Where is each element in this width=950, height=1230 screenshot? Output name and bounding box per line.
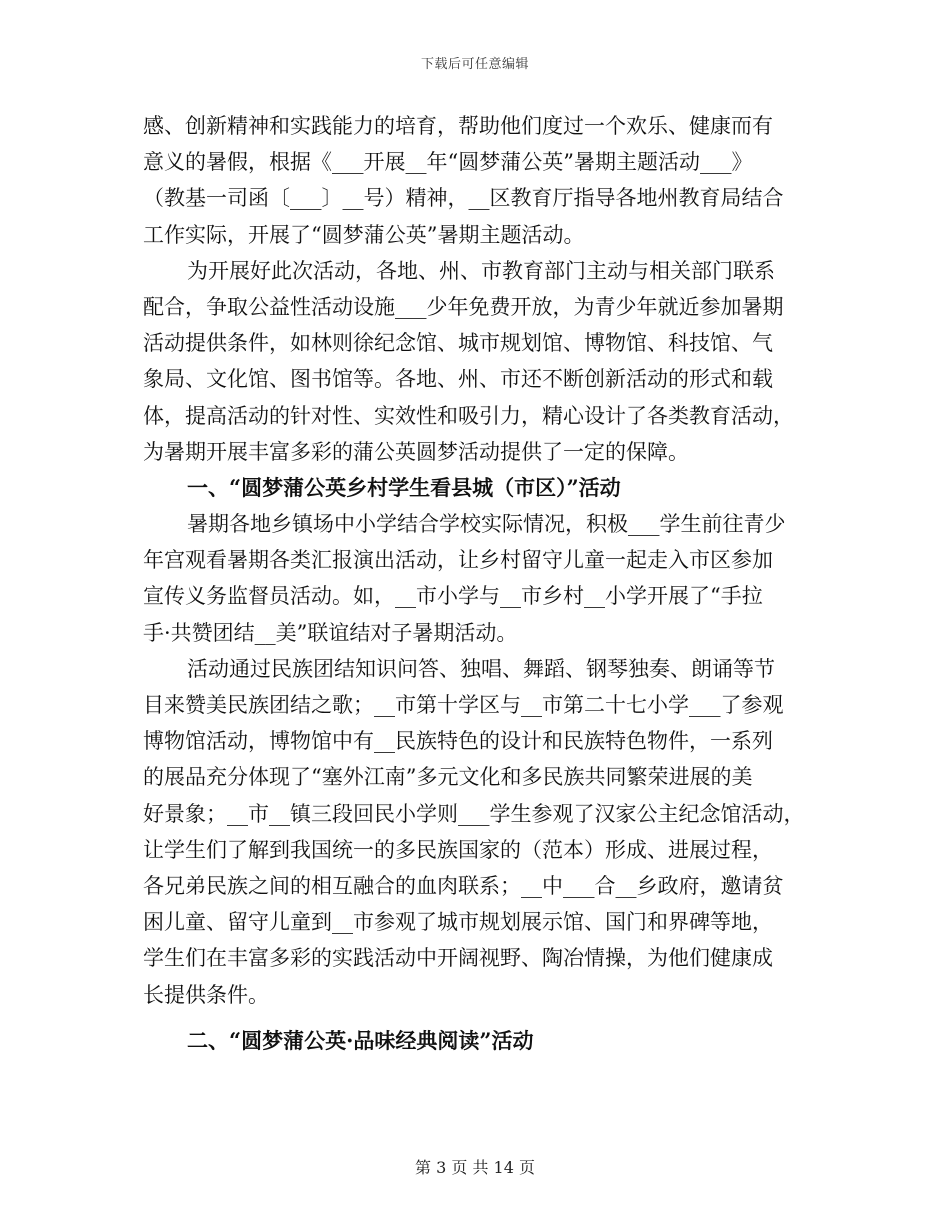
paragraph-start-line: 活动通过民族团结知识问答、独唱、舞蹈、钢琴独奏、朗诵等节 — [187, 656, 775, 681]
body-line: 博物馆活动，博物馆中有__民族特色的设计和民族特色物件，一系列 — [143, 729, 773, 754]
body-line: 学生们在丰富多彩的实践活动中开阔视野、陶冶情操，为他们健康成 — [143, 946, 773, 971]
section-heading-1: 一、“圆梦蒲公英乡村学生看县城（市区）”活动 — [187, 474, 621, 500]
body-line: 体，提高活动的针对性、实效性和吸引力，精心设计了各类教育活动， — [143, 403, 794, 428]
header-note: 下载后可任意编辑 — [420, 57, 529, 72]
body-line: 困儿童、留守儿童到__市参观了城市规划展示馆、国门和界碑等地， — [143, 910, 773, 935]
body-line: 手·共赞团结__美”联谊结对子暑期活动。 — [143, 620, 518, 645]
body-line: （教基一司函〔___〕__号）精神，__区教育厅指导各地州教育局结合 — [143, 186, 784, 211]
document-body — [143, 108, 813, 1059]
body-line: 各兄弟民族之间的相互融合的血肉联系；__中___合__乡政府，邀请贫 — [143, 873, 784, 898]
body-line: 活动提供条件，如林则徐纪念馆、城市规划馆、博物馆、科技馆、气 — [143, 331, 773, 356]
body-line: 工作实际，开展了“圆梦蒲公英”暑期主题活动。 — [143, 222, 585, 247]
body-line: 的展品充分体现了“塞外江南”多元文化和多民族共同繁荣进展的美 — [143, 765, 753, 790]
section-heading-2: 二、“圆梦蒲公英·品味经典阅读”活动 — [187, 1027, 534, 1053]
body-line: 让学生们了解到我国统一的多民族国家的（范本）形成、进展过程， — [143, 837, 773, 862]
body-line: 配合，争取公益性活动设施___少年免费开放，为青少年就近参加暑期 — [143, 294, 784, 319]
paragraph-start-line: 为开展好此次活动，各地、州、市教育部门主动与相关部门联系 — [187, 258, 775, 283]
body-line: 长提供条件。 — [143, 982, 269, 1007]
body-line: 为暑期开展丰富多彩的蒲公英圆梦活动提供了一定的保障。 — [143, 439, 689, 464]
page-number: 第 3 页 共 14 页 — [415, 1158, 535, 1177]
paragraph-start-line: 暑期各地乡镇场中小学结合学校实际情况，积极___学生前往青少 — [187, 512, 786, 537]
body-line: 目来赞美民族团结之歌；__市第十学区与__市第二十七小学___了参观 — [143, 693, 784, 717]
body-line: 宣传义务监督员活动。如，__市小学与__市乡村__小学开展了“手拉 — [143, 584, 763, 609]
body-line: 意义的暑假，根据《___开展__年“圆梦蒲公英”暑期主题活动___》 — [143, 150, 753, 175]
body-line: 好景象；__市__镇三段回民小学则___学生参观了汉家公主纪念馆活动， — [143, 801, 805, 826]
body-line: 感、创新精神和实践能力的培育，帮助他们度过一个欢乐、健康而有 — [143, 114, 773, 138]
body-line: 象局、文化馆、图书馆等。各地、州、市还不断创新活动的形式和载 — [143, 367, 773, 392]
body-line: 年宫观看暑期各类汇报演出活动，让乡村留守儿童一起走入市区参加 — [143, 548, 773, 573]
